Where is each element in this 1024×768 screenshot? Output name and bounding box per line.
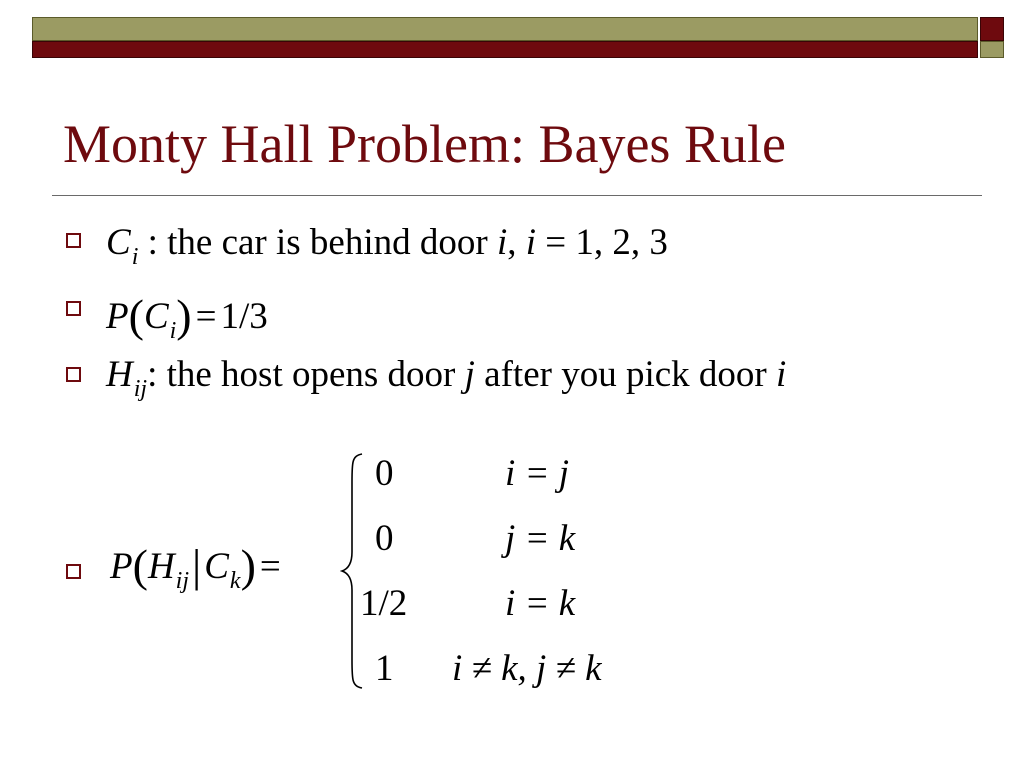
slide-title: Monty Hall Problem: Bayes Rule: [63, 114, 786, 174]
equals-sign: =: [195, 296, 217, 337]
bullet-text: : the car is behind door: [138, 222, 497, 263]
hollow-square-icon: [66, 367, 81, 382]
left-brace-icon: [340, 452, 364, 690]
bullet-text: after you pick door: [474, 354, 776, 395]
var-i: i: [496, 222, 508, 263]
case-condition: i ≠ k, j ≠ k: [452, 648, 602, 689]
likelihood-lhs: [110, 540, 285, 594]
symbol-h: H: [106, 354, 133, 395]
var-i: i: [775, 354, 787, 395]
bullet-car-definition: [106, 222, 668, 270]
open-paren: (: [128, 290, 144, 341]
bullet-text: : the host opens door: [147, 354, 465, 395]
case-condition: j = k: [505, 518, 576, 559]
case-value: 0: [375, 518, 394, 559]
symbol-c: C: [106, 222, 131, 263]
range-text: = 1, 2, 3: [536, 222, 668, 263]
open-paren: (: [132, 540, 148, 591]
symbol-p: P: [110, 546, 133, 587]
case-condition: i = k: [505, 583, 576, 624]
header-square-olive: [980, 41, 1004, 58]
case-value: 1: [375, 648, 394, 689]
var-i: i: [525, 222, 537, 263]
close-paren: ): [176, 290, 192, 341]
symbol-h: H: [147, 546, 175, 587]
case-condition: i = j: [505, 453, 570, 494]
header-square-maroon: [980, 17, 1004, 41]
bullet-host-definition: [106, 354, 787, 402]
hollow-square-icon: [66, 233, 81, 248]
subscript: ij: [133, 376, 148, 402]
separator: ,: [507, 222, 526, 263]
prior-value: 1/3: [220, 296, 268, 337]
bullet-prior-probability: [106, 290, 268, 344]
subscript: i: [169, 318, 177, 344]
symbol-c: C: [204, 546, 229, 587]
var-j: j: [464, 354, 475, 395]
subscript: i: [131, 244, 139, 270]
case-value: 1/2: [360, 583, 408, 624]
case-value: 0: [375, 453, 394, 494]
title-divider: [52, 195, 982, 196]
subscript: k: [229, 568, 241, 594]
close-paren: ): [240, 540, 256, 591]
subscript: ij: [175, 568, 190, 594]
conditional-bar: |: [192, 540, 202, 591]
header-bar-olive: [32, 17, 978, 41]
hollow-square-icon: [66, 564, 81, 579]
symbol-p: P: [106, 296, 129, 337]
symbol-c: C: [143, 296, 169, 337]
header-bar-maroon: [32, 41, 978, 58]
hollow-square-icon: [66, 301, 81, 316]
equals-sign: =: [259, 546, 281, 587]
